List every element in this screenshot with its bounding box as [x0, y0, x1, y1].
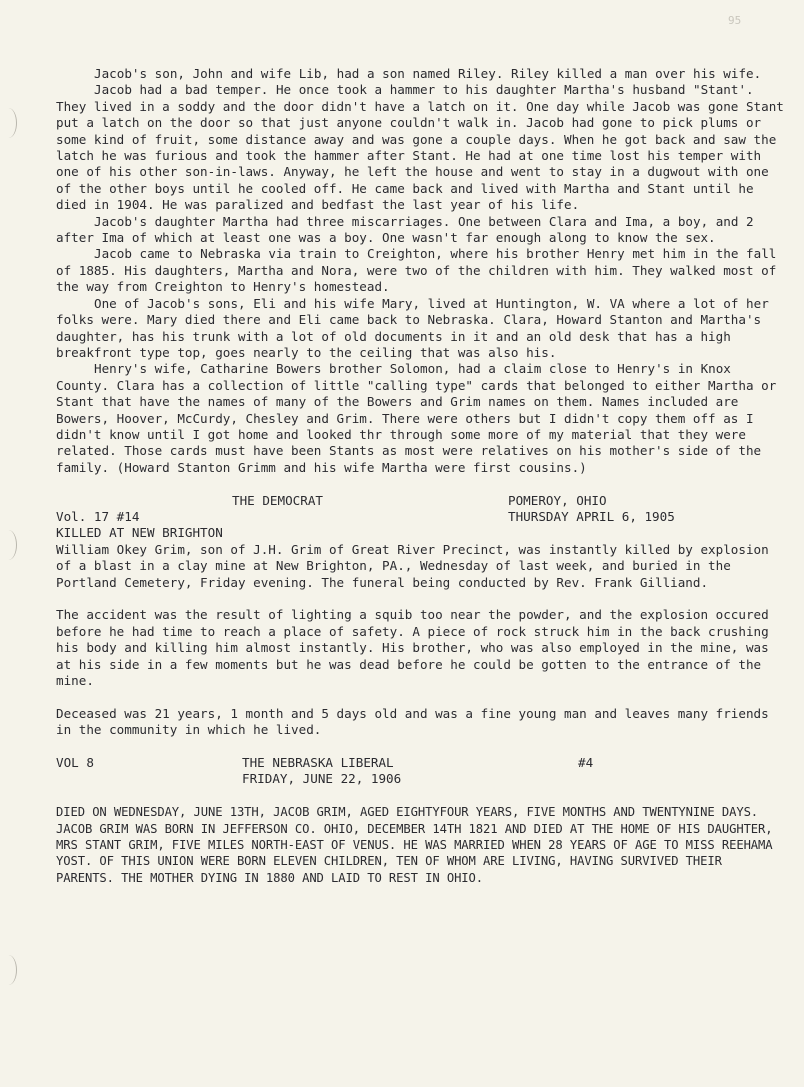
democrat-volume-row — [56, 509, 786, 525]
punch-hole-mark — [0, 530, 17, 560]
jacob-paragraph: Jacob came to Nebraska via train to Creighton, where his brother Henry met him in the fall of 1885. His daughters, Martha and Nora, were two of the children with him. They walked most of the way from Creighton to Henry's homestead. — [56, 246, 784, 295]
punch-hole-mark — [0, 108, 17, 138]
jacob-paragraph: Jacob had a bad temper. He once took a hammer to his daughter Martha's husband "Stant'. They lived in a soddy and the door didn't have a latch on it. One day while Jacob was gone Stant put a latch on the door so that just anyone couldn't walk in. Jacob had gone to pick plums or some kind of fruit, some distance away and was gone a couple days. When he got back and saw the latch he was furious and took the hammer after Stant. He had at one time lost his temper with one of his other son-in-laws. Anyway, he left the house and went to stay in a dugwout with one of the other boys until he cooled off. He came back and lived with Martha and Stant until he died in 1904. He was paralized and bedfast the last year of his life. — [56, 82, 792, 213]
democrat-paragraph: The accident was the result of lighting a squib too near the powder, and the explosion occured before he had time to reach a place of safety. A piece of rock struck him in the back crushing his body and killing him almost instantly. His brother, who was also employed in the mine, was at his side in a few moments but he was dead before he could be gotten to the entrance of the mine. — [56, 607, 777, 688]
liberal-obituary: DIED ON WEDNESDAY, JUNE 13TH, JACOB GRIM, AGED EIGHTYFOUR YEARS, FIVE MONTHS AND TWENTYNINE DAYS. JACOB GRIM WAS BORN IN JEFFERSON CO. OHIO, DECEMBER 14TH 1821 AND DIED AT THE HOME OF HIS DAUGHTER, MRS STANT GRIM, FIVE MILES NORTH-EAST OF VENUS. HE WAS MARRIED WHEN 28 YEARS OF AGE TO MISS REEHAMA YOST. OF THIS UNION WERE BORN ELEVEN CHILDREN, TEN OF WHOM ARE LIVING, HAVING SURVIVED THEIR PARENTS. THE MOTHER DYING IN 1880 AND LAID TO REST IN OHIO. — [56, 805, 780, 885]
democrat-date: THURSDAY APRIL 6, 1905 — [508, 508, 675, 524]
jacob-paragraph: Jacob's daughter Martha had three miscarriages. One between Clara and Ima, a boy, and 2 after Ima of which at least one was a boy. One wasn't far enough along to know the sex. — [56, 213, 762, 246]
jacob-paragraph: Henry's wife, Catharine Bowers brother Solomon, had a claim close to Henry's in Knox County. Clara has a collection of little "calling type" cards that belonged to either Martha or Stant that have the names of many of the Bowers and Grim names on them. Names included are Bowers, Hoover, McCurdy, Chesley and Grim. There were others but I didn't copy them off as I didn't know until I got home and looked thr through some more of my material that they were related. Those cards must have been Stants as most were relatives on his mother's side of the family. (Howard Stanton Grimm and his wife Martha were first cousins.) — [56, 361, 784, 475]
punch-hole-mark — [0, 955, 17, 985]
liberal-paper-name: THE NEBRASKA LIBERAL — [242, 754, 394, 770]
democrat-header-row — [56, 493, 786, 509]
document-body — [56, 66, 792, 886]
democrat-paper-name: THE DEMOCRAT — [232, 492, 323, 508]
liberal-date: FRIDAY, JUNE 22, 1906 — [242, 771, 402, 787]
liberal-date-row — [56, 771, 786, 787]
liberal-header-row — [56, 755, 786, 771]
liberal-issue: #4 — [578, 754, 594, 770]
democrat-place: POMEROY, OHIO — [508, 492, 607, 508]
democrat-volume: Vol. 17 #14 — [56, 508, 140, 524]
liberal-volume: VOL 8 — [56, 754, 94, 770]
page-number: 95 — [728, 14, 742, 27]
democrat-paragraph: Deceased was 21 years, 1 month and 5 days old and was a fine young man and leaves many friends in the community in which he lived. — [56, 705, 777, 738]
democrat-headline: KILLED AT NEW BRIGHTON — [56, 525, 223, 541]
jacob-paragraph: One of Jacob's sons, Eli and his wife Mary, lived at Huntington, W. VA where a lot of her folks were. Mary died there and Eli came back to Nebraska. Clara, Howard Stanton and Martha's daughter, has his trunk with a lot of old documents in it and an old desk that has a high breakfront type top, goes nearly to the ceiling that was also his. — [56, 295, 777, 360]
democrat-paragraph: William Okey Grim, son of J.H. Grim of Great River Precinct, was instantly killed by explosion of a blast in a clay mine at New Brighton, PA., Wednesday of last week, and buried in the Portland Cemetery, Friday evening. The funeral being conducted by Rev. Frank Gilliand. — [56, 541, 777, 590]
jacob-paragraph: Jacob's son, John and wife Lib, had a son named Riley. Riley killed a man over his wife. — [94, 66, 762, 81]
